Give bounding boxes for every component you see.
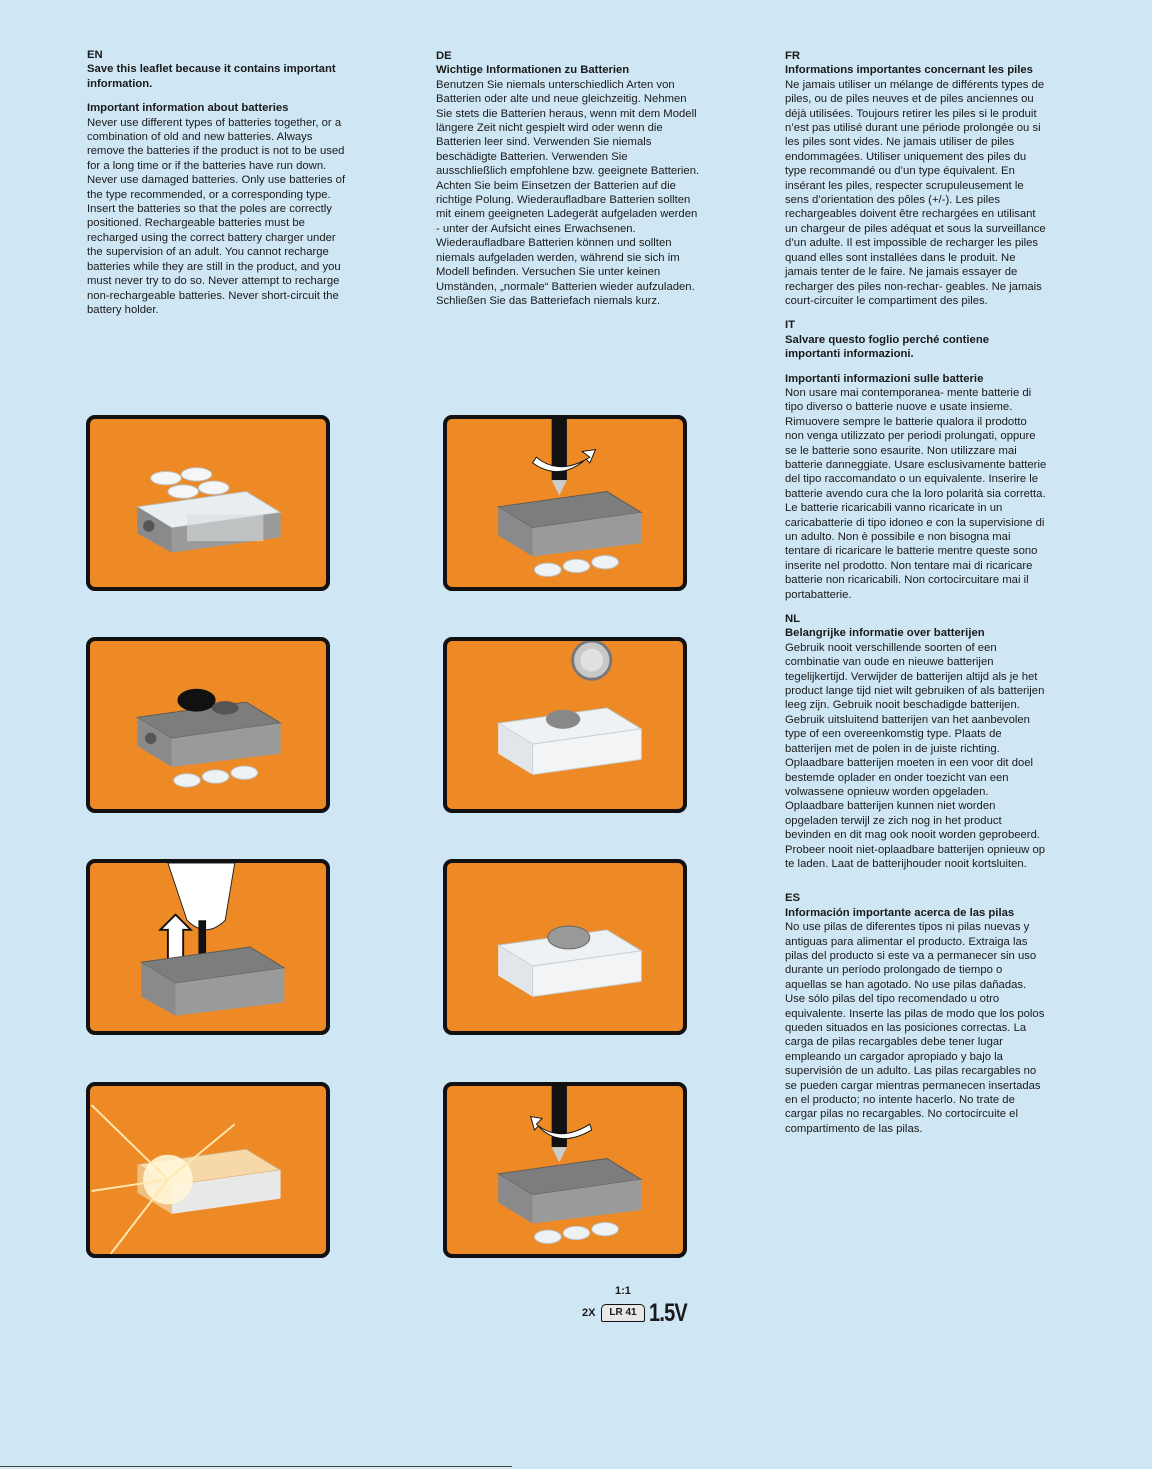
- step-panel-press-button: [86, 859, 330, 1035]
- step-panel-screw-back: [443, 1082, 687, 1258]
- lang-code-fr: FR: [785, 50, 801, 62]
- lang-code-nl: NL: [785, 613, 801, 626]
- battery-seated-illustration: [447, 863, 683, 1031]
- section-fr: [785, 49, 1047, 308]
- step-panel-cover-removed: [86, 637, 330, 813]
- section-right-column: [785, 49, 1047, 1136]
- hand-press-illustration: [90, 863, 326, 1031]
- lang-code-it: IT: [785, 319, 796, 332]
- battery-spec: [580, 1285, 690, 1325]
- battery-type: LR 41: [601, 1304, 645, 1322]
- section-en: [87, 48, 349, 317]
- heading-fr: Informations importantes concernant les piles: [785, 64, 1033, 77]
- light-brick-illustration: [90, 419, 326, 587]
- step-panel-unscrew: [443, 415, 687, 591]
- section-es: [785, 891, 1047, 1136]
- brick-with-cover-illustration: [90, 641, 326, 809]
- subheading-en: Important information about batteries: [87, 102, 289, 115]
- subheading-it: Importanti informazioni sulle batterie: [785, 372, 984, 385]
- footer-divider: [0, 1466, 512, 1467]
- body-fr: Ne jamais utiliser un mélange de différents types de piles, ou de piles neuves et de piles anciennes ou déjà utilisées. Toujours retirer les piles si le produit n’est pas utilisé durant une période prolongée ou si les piles sont vides. Ne jamais utiliser de piles endommagées. Utiliser uniquement des piles du type recommandé ou d’un type équivalent. En insérant les piles, respecter scrupuleusement le sens d’orientation des pôles (+/-). Les piles rechargeables doivent être rechargées en utilisant un chargeur de piles adéquat et sous la surveillance d’un adulte. Il est impossible de recharger les piles quand elles sont installées dans le produit. Ne jamais tenter de le faire. Ne jamais essayer de recharger des piles non-rechar- geables. Ne jamais court-circuiter le compartiment des piles.: [785, 78, 1046, 307]
- lit-brick-illustration: [90, 1086, 326, 1254]
- lang-code-es: ES: [785, 892, 801, 905]
- lang-code-de: DE: [436, 50, 452, 62]
- body-it: Non usare mai contemporanea- mente batterie di tipo diverso o batterie nuove e usate insieme. Rimuovere sempre le batterie qualora il prodotto non venga utilizzato per periodi prolungati, oppure se le batterie sono esaurite. Non utilizzare mai batterie danneggiate. Usare esclusivamente batterie del tipo raccomandato o un equivalente. Inserire le batterie avendo cura che la loro polarità sia corretta. Le batterie ricaricabili vanno ricaricate in un caricabatterie di tipo idoneo e con la supervisione di un adulto. Non è possibile e non bisogna mai tentare di ricaricare le batterie mentre queste sono inserite nel prodotto. Non tentare mai di ricaricare batterie non ricaricabili. Non cortocircuitare mai il portabatterie.: [785, 386, 1047, 601]
- lang-code-en: EN: [87, 49, 103, 61]
- body-nl: Gebruik nooit verschillende soorten of een combinatie van oude en nieuwe batterijen tegelijkertijd. Verwijder de batterijen altijd als je het product lange tijd niet wilt gebruiken of als batterijen leeg zijn. Gebruik nooit beschadigde batterijen. Gebruik uitsluitend batterijen van het aanbevolen type of een overeenkomstig type. Plaats de batterijen met de polen in de juiste richting. Oplaadbare batterijen moeten in een voor dit doel bestemde oplader en onder toezicht van een volwassene opnieuw worden opgeladen. Oplaadbare batterijen kunnen niet worden opgeladen terwijl ze zich nog in het product bevinden en dit mag ook nooit worden geprobeerd. Probeer nooit niet-oplaadbare batterijen opnieuw op te laden. Laat de batterijhouder nooit kortsluiten.: [785, 641, 1046, 870]
- unscrew-illustration: [447, 419, 683, 587]
- cover-cap-icon: [177, 689, 215, 712]
- battery-quantity: 2X: [582, 1307, 596, 1319]
- section-nl: [785, 612, 1047, 871]
- insert-battery-illustration: [447, 641, 683, 809]
- step-panel-insert-battery: [443, 637, 687, 813]
- heading-nl: Belangrijke informatie over batterijen: [785, 627, 985, 640]
- battery-voltage: 1.5V: [649, 1299, 687, 1327]
- heading-de: Wichtige Informationen zu Batterien: [436, 64, 630, 77]
- body-en: Never use different types of batteries together, or a combination of old and new batteries. Always remove the batteries if the product is not to be used for a long time or if the batteries have run down. Never use damaged batteries. Only use batteries of the type recommended, or a corresponding type. Insert the batteries so that the poles are correctly positioned. Rechargeable batteries must be recharged using the correct battery charger under the supervision of an adult. You cannot recharge batteries while they are still in the product, and you must never try to do so. Never attempt to recharge non-rechargeable batteries. Never short-circuit the battery holder.: [87, 116, 346, 316]
- heading-en: Save this leaflet because it contains important information.: [87, 63, 336, 90]
- screw-back-illustration: [447, 1086, 683, 1254]
- section-it: [785, 318, 1047, 602]
- step-panel-closed-brick: [86, 415, 330, 591]
- step-panel-light-on: [86, 1082, 330, 1258]
- body-de: Benutzen Sie niemals unterschiedlich Arten von Batterien oder alte und neue gleichzeitig. Nehmen Sie stets die Batterien heraus, wenn mit dem Modell längere Zeit nicht gespielt wird oder wenn die Batterien leer sind. Verwenden Sie niemals beschädigte Batterien. Verwenden Sie ausschließlich empfohlene bzw. geeignete Batterien. Achten Sie beim Einsetzen der Batterien auf die richtige Polung. Wiederaufladbare Batterien sollten mit einem geeigneten Ladegerät aufgeladen werden - unter der Aufsicht eines Erwachsenen. Wiederaufladbare Batterien können und sollten niemals aufgeladen werden, während sie sich im Modell befinden. Versuchen Sie unter keinen Umständen, „normale“ Batterien wieder aufzuladen. Schließen Sie das Batteriefach niemals kurz.: [436, 78, 700, 307]
- step-panel-battery-seated: [443, 859, 687, 1035]
- heading-it: Salvare questo foglio perché contiene importanti informazioni.: [785, 333, 990, 361]
- heading-es: Información importante acerca de las pilas: [785, 906, 1015, 919]
- scale-label: 1:1: [615, 1285, 631, 1297]
- section-de: [436, 49, 701, 308]
- body-es: No use pilas de diferentes tipos ni pilas nuevas y antiguas para alimentar el producto. Extraiga las pilas del producto si este va a permanecer sin uso durante un período prolongado de tiempo o aquellas se han agotado. No use pilas dañadas. Use sólo pilas del tipo recomendado u otro equivalente. Inserte las pilas de modo que los polos queden situados en las posiciones correctas. La carga de pilas recargables debe tener lugar empleando un cargador apropiado y bajo la supervisión de un adulto. Las pilas recargables no se pueden cargar mientras permanecen insertadas en el producto; no intente hacerlo. No trate de cargar pilas no recargables. No cortocircuite el compartimento de las pilas.: [785, 921, 1045, 1135]
